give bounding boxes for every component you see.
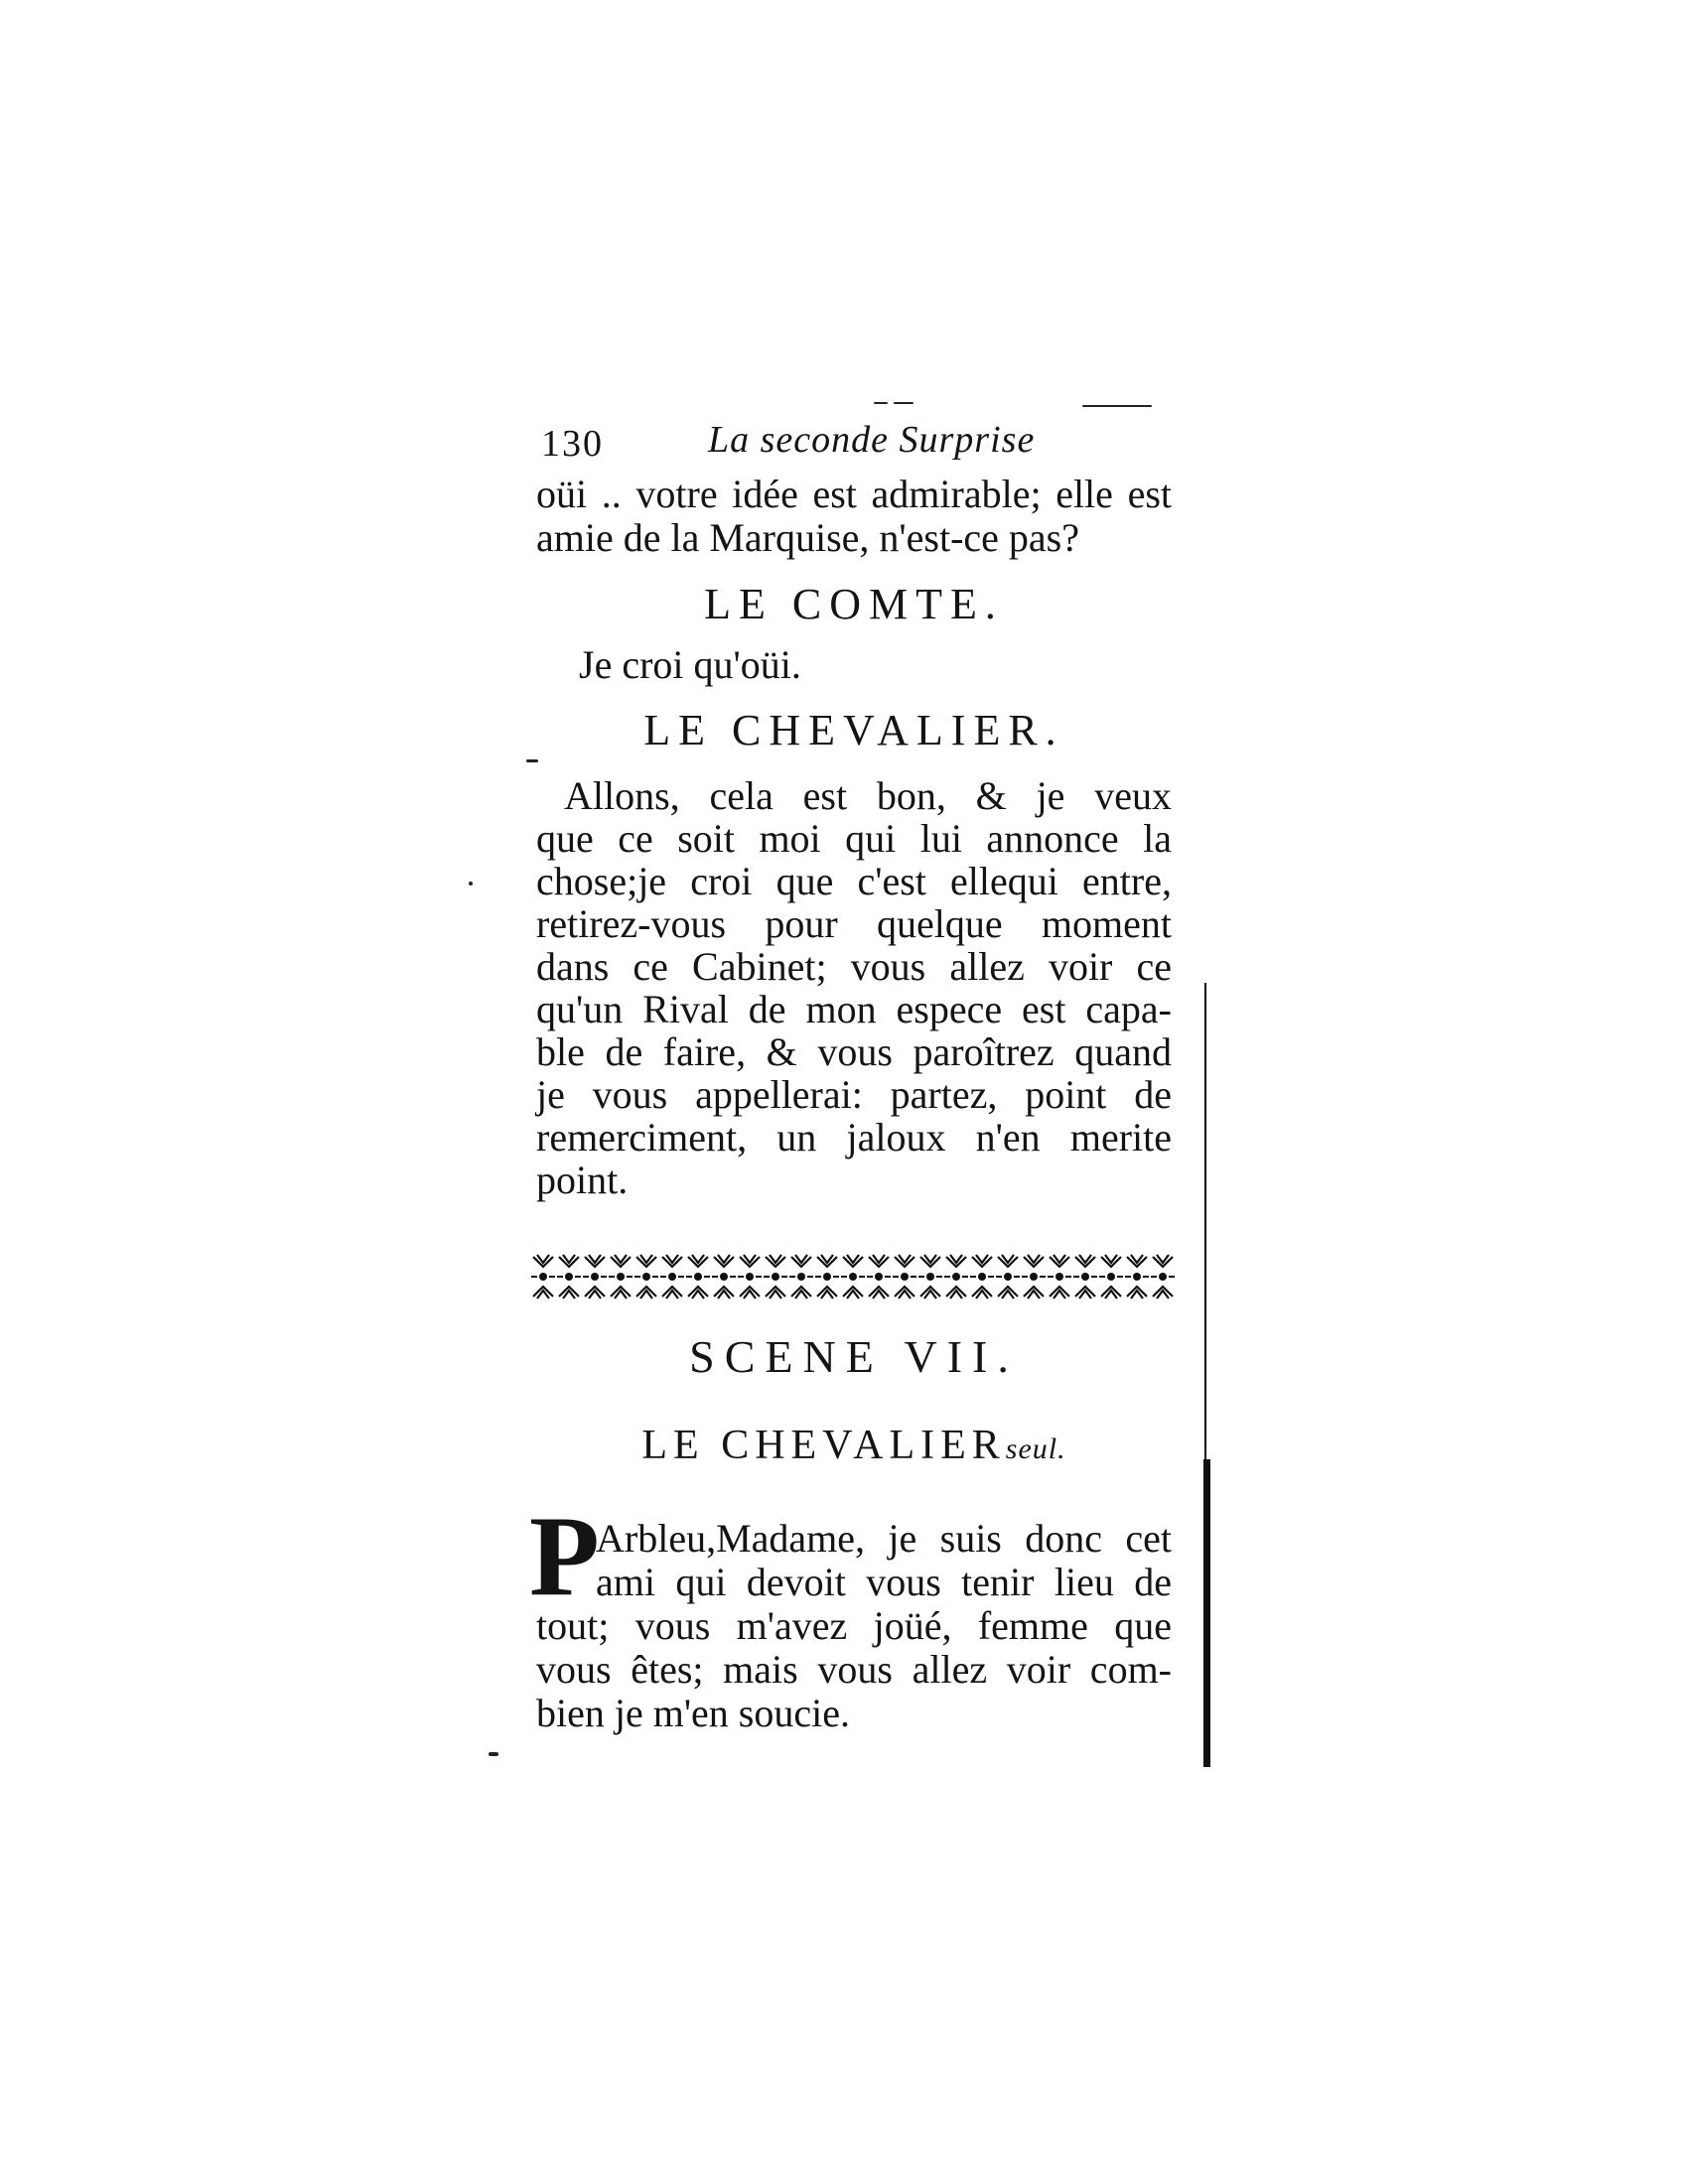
dialogue-line: que ce soit moi qui lui annonce la: [536, 816, 1172, 861]
scan-mark: [469, 882, 473, 886]
speaker-heading: LE COMTE.: [704, 580, 1004, 628]
scene-text-line: ami qui devoit vous tenir lieu de: [596, 1560, 1172, 1604]
scan-mark: [526, 759, 538, 762]
running-title: La seconde Surprise: [708, 419, 1036, 461]
dialogue-line: retirez-vous pour quelque moment: [536, 901, 1172, 946]
dialogue-line: Je croi qu'oüi.: [579, 642, 801, 687]
margin-rule: [1203, 1459, 1210, 1767]
stage-direction: seul.: [1005, 1433, 1066, 1465]
text-line: oüi .. votre idée est admirable; elle est: [536, 472, 1172, 516]
scan-mark: [874, 402, 888, 404]
scene-text-line: bien je m'en soucie.: [536, 1691, 850, 1735]
dialogue-line: ble de faire, & vous paroîtrez quand: [536, 1029, 1172, 1074]
scene-character-line: [536, 1422, 1172, 1469]
margin-rule: [1204, 983, 1206, 1459]
scan-mark: [489, 1752, 498, 1756]
dialogue-line: Allons, cela est bon, & je veux: [564, 773, 1172, 818]
page-number: 130: [541, 423, 604, 465]
ornament-band-icon: [531, 1253, 1177, 1300]
text-line: amie de la Marquise, n'est-ce pas?: [536, 515, 1079, 560]
dialogue-line: chose;je croi que c'est ellequi entre,: [536, 859, 1172, 903]
dialogue-line: qu'un Rival de mon espece est capa-: [536, 987, 1172, 1031]
dialogue-line: point.: [536, 1158, 629, 1202]
scene-text-line: tout; vous m'avez joüé, femme que: [536, 1603, 1172, 1648]
speaker-heading: LE CHEVALIER.: [643, 706, 1064, 754]
scene-heading: SCENE VII.: [689, 1331, 1019, 1382]
running-head: [541, 419, 1177, 472]
dialogue-line: remerciment, un jaloux n'en merite: [536, 1115, 1172, 1160]
scene-text-line: Arbleu,Madame, je suis donc cet: [596, 1516, 1172, 1561]
dialogue-line: dans ce Cabinet; vous allez voir ce: [536, 944, 1172, 989]
scene-text-line: vous êtes; mais vous allez voir com-: [536, 1647, 1172, 1692]
dialogue-line: je vous appellerai: partez, point de: [536, 1072, 1172, 1117]
scene-character: LE CHEVALIER: [641, 1423, 1006, 1468]
scan-mark: [894, 402, 914, 404]
scan-mark: [1082, 405, 1152, 407]
drop-cap: P: [529, 1493, 600, 1620]
